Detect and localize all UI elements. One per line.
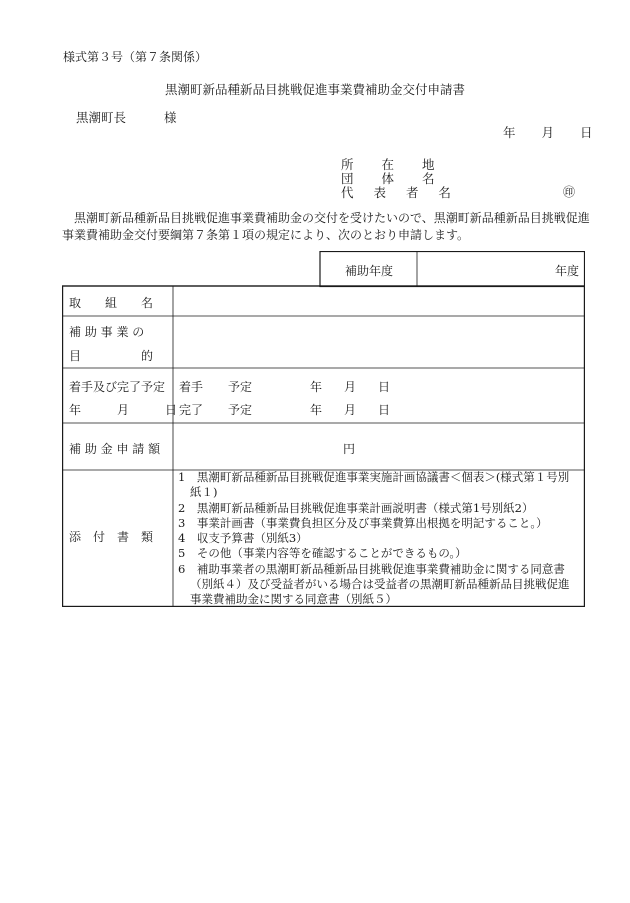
application-table — [62, 251, 585, 607]
start-planned: 予定 — [228, 380, 253, 394]
end-year: 年 — [310, 403, 323, 417]
applicant-org-label: 団 体 名 — [341, 171, 447, 186]
addressee-name: 黒潮町長 — [76, 110, 127, 125]
application-statement: 黒潮町新品種新品目挑戦促進事業費補助金の交付を受けたいので、黒潮町新品種新品目挑戦促進事業費補助金交付要綱第７条第１項の規定により、次のとおり申請します。 — [62, 211, 590, 242]
schedule-label-line1: 着手及び完了予定 — [69, 380, 166, 394]
purpose-input[interactable] — [177, 319, 579, 365]
end-month: 月 — [344, 403, 357, 417]
initiative-input[interactable] — [177, 289, 579, 313]
end-label: 完了 — [179, 403, 204, 417]
fiscal-year-label: 補助年度 — [345, 264, 394, 278]
attachment-item: 5 その他（事業内容等を確認することができるもの。） — [178, 546, 467, 561]
amount-label: 補 助 金 申 請 額 — [69, 442, 161, 456]
date-year: 年 — [503, 125, 516, 140]
attachments-list — [178, 470, 578, 608]
initiative-label: 取 組 名 — [69, 296, 160, 310]
seal-mark: ㊞ — [563, 185, 576, 199]
addressee — [76, 108, 177, 126]
end-planned: 予定 — [228, 403, 253, 417]
date-month: 月 — [541, 125, 555, 140]
schedule-label-line2: 年 月 日 — [69, 403, 178, 417]
amount-input[interactable] — [177, 427, 337, 465]
attachment-item: 3 事業計画書（事業費負担区分及び事業費算出根拠を明記すること。） — [178, 515, 548, 530]
document-title: 黒潮町新品種新品目挑戦促進事業費補助金交付申請書 — [164, 82, 465, 97]
attachment-item: 1 黒潮町新品種新品目挑戦促進事業実施計画協議書＜個表＞(様式第１号別紙１) — [178, 470, 570, 500]
date-day: 日 — [580, 125, 593, 140]
attachment-item: 4 収支予算書（別紙3） — [178, 531, 308, 546]
application-date — [503, 123, 593, 141]
start-day: 日 — [378, 380, 391, 394]
attachment-item: 6 補助事業者の黒潮町新品種新品目挑戦促進事業費補助金に関する同意書（別紙４）及び受益者がいる場合は受益者の黒潮町新品種新品目挑戦促進事業費補助金に関する同意書（別紙５） — [178, 561, 570, 607]
fiscal-year-suffix: 年度 — [555, 264, 580, 278]
applicant-address-label: 所 在 地 — [341, 157, 447, 172]
start-label: 着手 — [179, 380, 204, 394]
start-year: 年 — [310, 380, 323, 394]
purpose-label-line2: 目 的 — [69, 349, 154, 363]
end-day: 日 — [378, 403, 391, 417]
addressee-honorific: 様 — [164, 110, 177, 125]
attachments-label: 添 付 書 類 — [69, 530, 154, 544]
fiscal-year-input[interactable] — [432, 257, 542, 279]
applicant-rep-label: 代 表 者 名 — [341, 185, 459, 200]
amount-unit: 円 — [343, 442, 356, 456]
start-month: 月 — [344, 380, 357, 394]
form-number: 様式第３号（第７条関係） — [63, 50, 208, 64]
attachment-item: 2 黒潮町新品種新品目挑戦促進事業計画説明書（様式第1号別紙2） — [178, 500, 534, 515]
purpose-label-line1: 補 助 事 業 の — [69, 325, 145, 339]
